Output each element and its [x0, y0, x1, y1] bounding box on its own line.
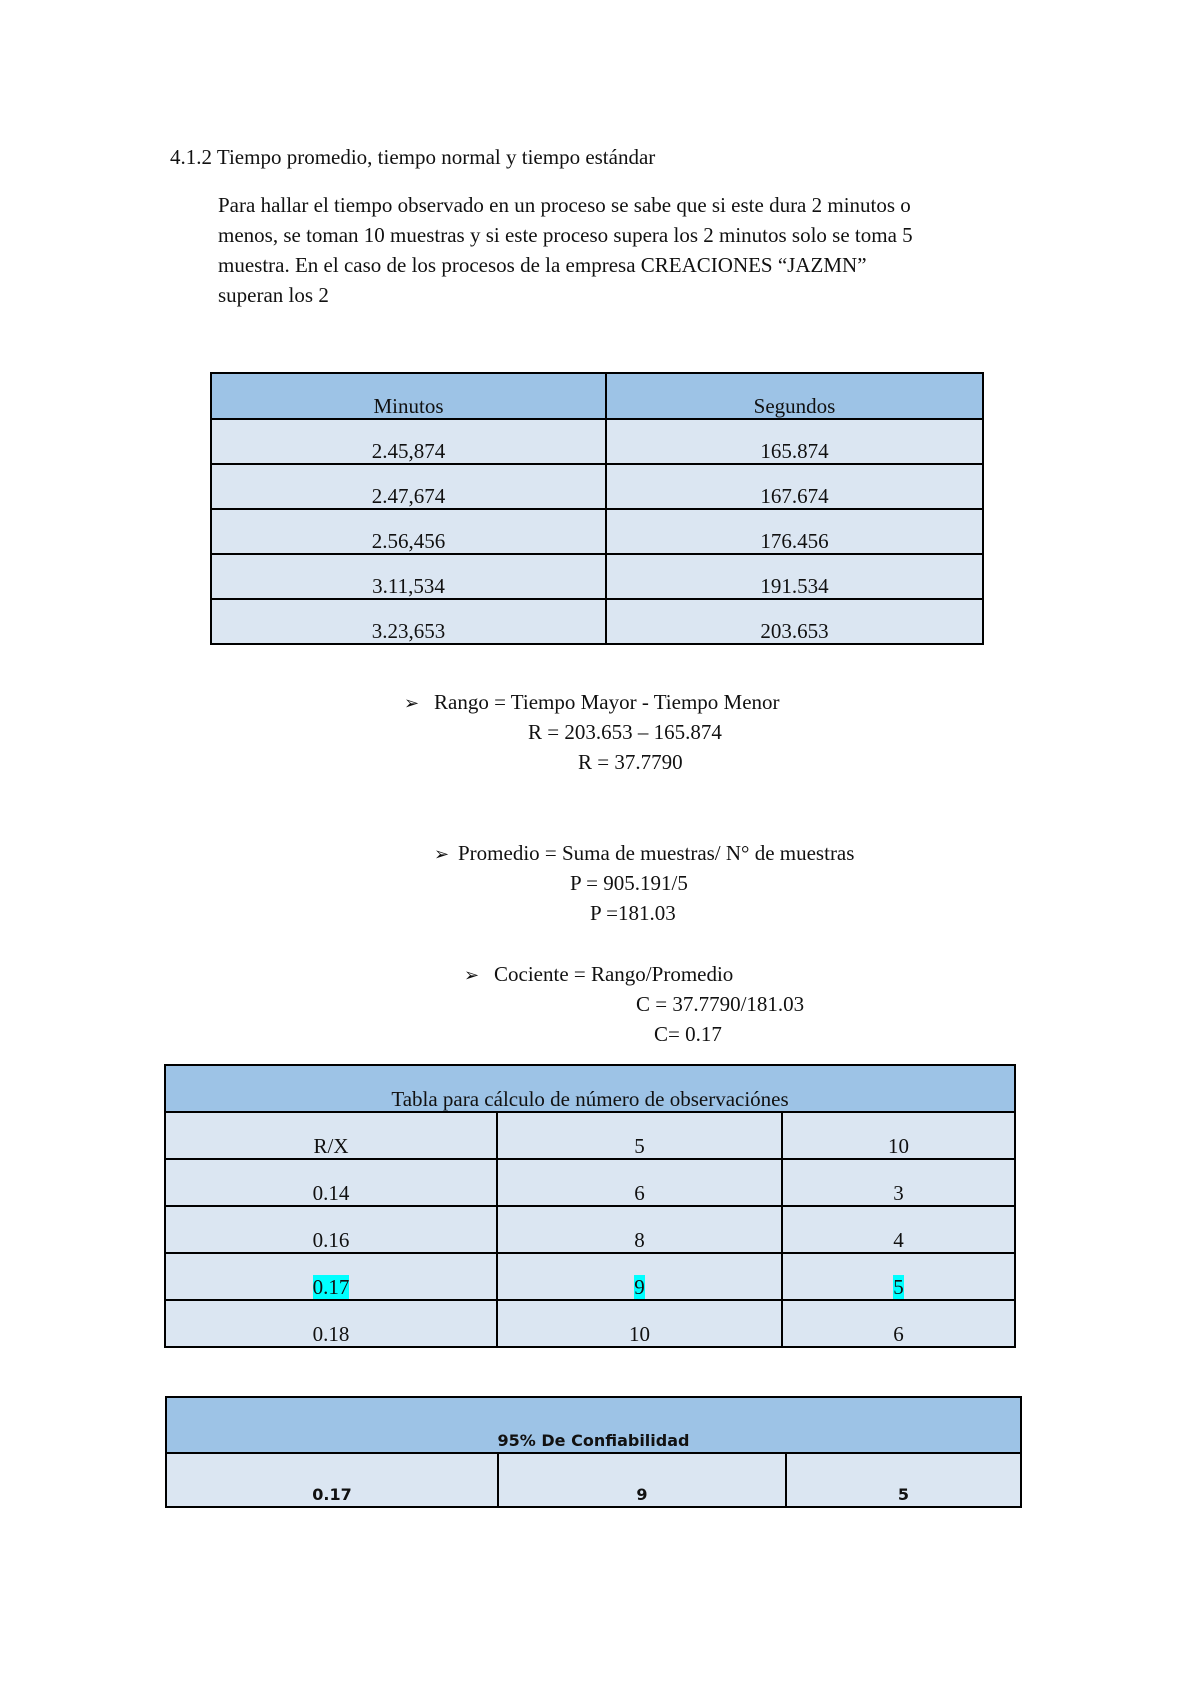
column-header-minutos: Minutos	[211, 373, 606, 419]
table-cell: 6	[497, 1159, 782, 1206]
paragraph-line: menos, se toman 10 muestras y si este proceso supera los 2 minutos solo se toma 5	[218, 223, 913, 247]
table-cell-highlighted	[782, 1253, 1015, 1300]
table-cell: 2.56,456	[211, 509, 606, 554]
rango-formula	[404, 687, 780, 719]
table-cell: 203.653	[606, 599, 983, 644]
observations-table	[164, 1064, 1016, 1348]
table-cell: 5	[786, 1453, 1021, 1507]
table-cell: 10	[782, 1112, 1015, 1159]
table-cell: 3.23,653	[211, 599, 606, 644]
table-cell: 8	[497, 1206, 782, 1253]
table-cell: 2.45,874	[211, 419, 606, 464]
table-cell: 4	[782, 1206, 1015, 1253]
times-table	[210, 372, 984, 645]
table-cell: 191.534	[606, 554, 983, 599]
table-cell-highlighted	[497, 1253, 782, 1300]
table-cell: 0.17	[166, 1453, 498, 1507]
table-cell: 2.47,674	[211, 464, 606, 509]
table-cell: 6	[782, 1300, 1015, 1347]
table-cell: 0.14	[165, 1159, 497, 1206]
table-cell: 3.11,534	[211, 554, 606, 599]
table-cell: 10	[497, 1300, 782, 1347]
arrow-bullet-icon: ➢	[404, 693, 420, 714]
confidence-table-title: 95% De Confiabilidad	[166, 1397, 1021, 1453]
confidence-table	[165, 1396, 1022, 1508]
table-cell: 167.674	[606, 464, 983, 509]
rango-line-2: R = 203.653 – 165.874	[528, 720, 722, 744]
table-cell: 3	[782, 1159, 1015, 1206]
table-cell: 0.16	[165, 1206, 497, 1253]
arrow-bullet-icon: ➢	[464, 965, 480, 986]
table-cell: 0.18	[165, 1300, 497, 1347]
cociente-line-2: C = 37.7790/181.03	[636, 992, 805, 1016]
paragraph-line: superan los 2	[218, 283, 329, 307]
cociente-formula	[464, 959, 733, 991]
highlighted-value: 5	[893, 1275, 904, 1299]
table-cell: 5	[497, 1112, 782, 1159]
table-cell: 165.874	[606, 419, 983, 464]
arrow-bullet-icon: ➢	[434, 844, 450, 865]
section-heading: 4.1.2 Tiempo promedio, tiempo normal y tiempo estándar	[170, 145, 656, 169]
promedio-line-3: P =181.03	[590, 901, 676, 925]
promedio-line-1: Promedio = Suma de muestras/ N° de muestras	[458, 841, 855, 865]
cociente-line-1: Cociente = Rango/Promedio	[494, 962, 734, 986]
promedio-line-2: P = 905.191/5	[570, 871, 688, 895]
rango-line-1: Rango = Tiempo Mayor - Tiempo Menor	[434, 690, 780, 714]
column-header-segundos: Segundos	[606, 373, 983, 419]
table-cell-highlighted	[165, 1253, 497, 1300]
observations-table-title: Tabla para cálculo de número de observaciónes	[165, 1065, 1015, 1112]
cociente-line-3: C= 0.17	[654, 1022, 722, 1046]
intro-paragraph	[218, 190, 1048, 310]
highlighted-value: 0.17	[312, 1275, 350, 1299]
rango-line-3: R = 37.7790	[578, 750, 683, 774]
table-cell: R/X	[165, 1112, 497, 1159]
paragraph-line: Para hallar el tiempo observado en un proceso se sabe que si este dura 2 minutos o	[218, 193, 911, 217]
table-cell: 9	[498, 1453, 786, 1507]
paragraph-line: muestra. En el caso de los procesos de la empresa CREACIONES “JAZMN”	[218, 253, 867, 277]
promedio-formula	[434, 838, 854, 870]
highlighted-value: 9	[634, 1275, 645, 1299]
table-cell: 176.456	[606, 509, 983, 554]
